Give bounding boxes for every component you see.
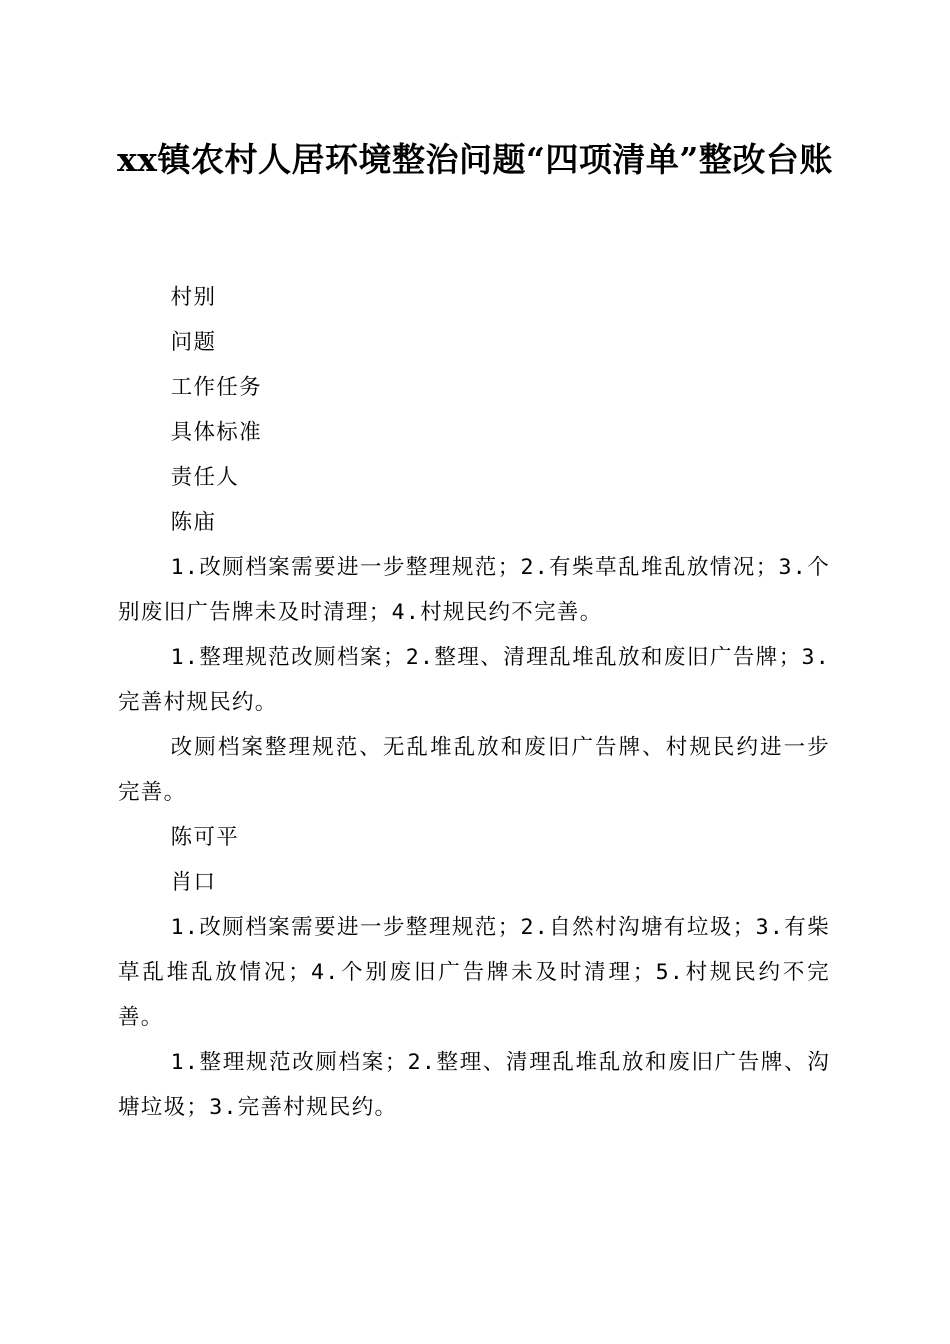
paragraph-header-responsible: 责任人 (170, 465, 240, 490)
paragraph-tasks: 1.整理规范改厕档案；2.整理、清理乱堆乱放和废旧广告牌、沟塘垃圾；3.完善村规民约。 (118, 1050, 830, 1120)
document-title: xx镇农村人居环境整治问题“四项清单”整改台账 (117, 140, 833, 179)
paragraph-header-task: 工作任务 (170, 375, 262, 400)
paragraph-header-standard: 具体标准 (170, 420, 262, 445)
paragraph-header-problem: 问题 (170, 330, 217, 355)
paragraph-standard: 改厕档案整理规范、无乱堆乱放和废旧广告牌、村规民约进一步完善。 (118, 735, 830, 805)
paragraph-responsible-person: 陈可平 (170, 825, 240, 850)
paragraph-tasks: 1.整理规范改厕档案；2.整理、清理乱堆乱放和废旧广告牌；3.完善村规民约。 (118, 645, 830, 715)
paragraph-village-name: 肖口 (170, 870, 217, 895)
paragraph-village-name: 陈庙 (170, 510, 217, 535)
paragraph-header-village: 村别 (170, 285, 217, 310)
document-body (118, 275, 830, 1130)
paragraph-problems: 1.改厕档案需要进一步整理规范；2.自然村沟塘有垃圾；3.有柴草乱堆乱放情况；4.个别废旧广告牌未及时清理；5.村规民约不完善。 (118, 915, 830, 1030)
paragraph-problems: 1.改厕档案需要进一步整理规范；2.有柴草乱堆乱放情况；3.个别废旧广告牌未及时清理；4.村规民约不完善。 (118, 555, 830, 625)
